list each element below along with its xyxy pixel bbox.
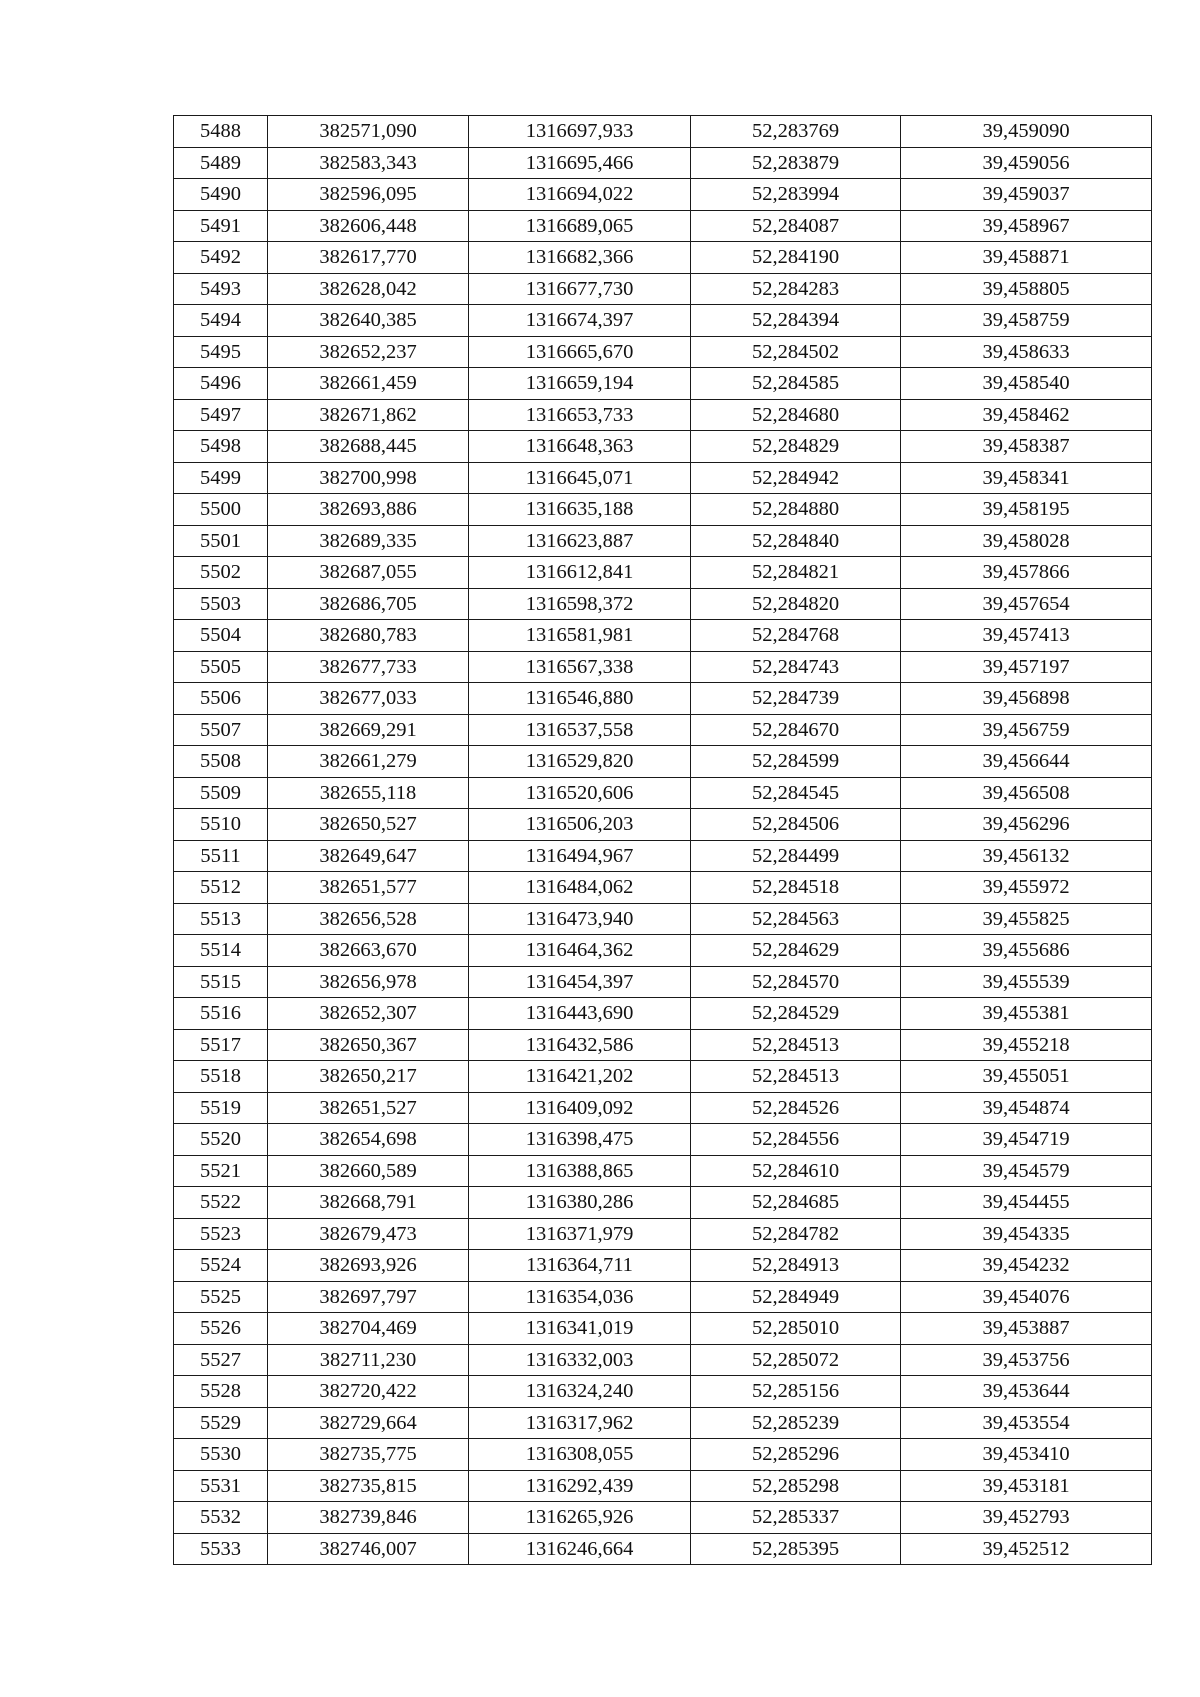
latitude-cell: 52,284502 <box>691 336 901 368</box>
point-number-cell: 5514 <box>174 935 268 967</box>
x-coordinate-cell: 382679,473 <box>268 1218 469 1250</box>
latitude-cell: 52,284680 <box>691 399 901 431</box>
point-number-cell: 5532 <box>174 1502 268 1534</box>
x-coordinate-cell: 382654,698 <box>268 1124 469 1156</box>
table-row <box>174 998 1152 1030</box>
latitude-cell: 52,285239 <box>691 1407 901 1439</box>
point-number-cell: 5494 <box>174 305 268 337</box>
x-coordinate-cell: 382746,007 <box>268 1533 469 1565</box>
x-coordinate-cell: 382735,815 <box>268 1470 469 1502</box>
x-coordinate-cell: 382693,926 <box>268 1250 469 1282</box>
longitude-cell: 39,459090 <box>901 116 1152 148</box>
point-number-cell: 5530 <box>174 1439 268 1471</box>
x-coordinate-cell: 382661,279 <box>268 746 469 778</box>
latitude-cell: 52,284821 <box>691 557 901 589</box>
x-coordinate-cell: 382660,589 <box>268 1155 469 1187</box>
table-row <box>174 1061 1152 1093</box>
table-row <box>174 588 1152 620</box>
point-number-cell: 5512 <box>174 872 268 904</box>
table-row <box>174 305 1152 337</box>
point-number-cell: 5501 <box>174 525 268 557</box>
latitude-cell: 52,284570 <box>691 966 901 998</box>
x-coordinate-cell: 382729,664 <box>268 1407 469 1439</box>
longitude-cell: 39,453554 <box>901 1407 1152 1439</box>
x-coordinate-cell: 382668,791 <box>268 1187 469 1219</box>
x-coordinate-cell: 382571,090 <box>268 116 469 148</box>
latitude-cell: 52,284545 <box>691 777 901 809</box>
point-number-cell: 5519 <box>174 1092 268 1124</box>
table-row <box>174 651 1152 683</box>
table-row <box>174 525 1152 557</box>
table-row <box>174 1439 1152 1471</box>
longitude-cell: 39,455539 <box>901 966 1152 998</box>
longitude-cell: 39,456759 <box>901 714 1152 746</box>
longitude-cell: 39,454579 <box>901 1155 1152 1187</box>
y-coordinate-cell: 1316332,003 <box>469 1344 691 1376</box>
latitude-cell: 52,284563 <box>691 903 901 935</box>
table-row <box>174 336 1152 368</box>
point-number-cell: 5500 <box>174 494 268 526</box>
latitude-cell: 52,284829 <box>691 431 901 463</box>
longitude-cell: 39,458195 <box>901 494 1152 526</box>
point-number-cell: 5492 <box>174 242 268 274</box>
table-row <box>174 1029 1152 1061</box>
point-number-cell: 5525 <box>174 1281 268 1313</box>
table-row <box>174 1470 1152 1502</box>
y-coordinate-cell: 1316697,933 <box>469 116 691 148</box>
latitude-cell: 52,285156 <box>691 1376 901 1408</box>
x-coordinate-cell: 382650,217 <box>268 1061 469 1093</box>
table-row <box>174 620 1152 652</box>
y-coordinate-cell: 1316380,286 <box>469 1187 691 1219</box>
x-coordinate-cell: 382656,978 <box>268 966 469 998</box>
x-coordinate-cell: 382687,055 <box>268 557 469 589</box>
table-row <box>174 872 1152 904</box>
point-number-cell: 5516 <box>174 998 268 1030</box>
latitude-cell: 52,284670 <box>691 714 901 746</box>
coordinates-table <box>173 115 1152 1565</box>
point-number-cell: 5490 <box>174 179 268 211</box>
latitude-cell: 52,283769 <box>691 116 901 148</box>
latitude-cell: 52,283994 <box>691 179 901 211</box>
latitude-cell: 52,284820 <box>691 588 901 620</box>
latitude-cell: 52,284283 <box>691 273 901 305</box>
longitude-cell: 39,458540 <box>901 368 1152 400</box>
x-coordinate-cell: 382650,367 <box>268 1029 469 1061</box>
point-number-cell: 5527 <box>174 1344 268 1376</box>
y-coordinate-cell: 1316246,664 <box>469 1533 691 1565</box>
y-coordinate-cell: 1316677,730 <box>469 273 691 305</box>
y-coordinate-cell: 1316653,733 <box>469 399 691 431</box>
x-coordinate-cell: 382583,343 <box>268 147 469 179</box>
table-row <box>174 683 1152 715</box>
latitude-cell: 52,284513 <box>691 1061 901 1093</box>
latitude-cell: 52,284840 <box>691 525 901 557</box>
longitude-cell: 39,459056 <box>901 147 1152 179</box>
longitude-cell: 39,452793 <box>901 1502 1152 1534</box>
point-number-cell: 5498 <box>174 431 268 463</box>
latitude-cell: 52,285072 <box>691 1344 901 1376</box>
longitude-cell: 39,454874 <box>901 1092 1152 1124</box>
y-coordinate-cell: 1316317,962 <box>469 1407 691 1439</box>
longitude-cell: 39,457654 <box>901 588 1152 620</box>
latitude-cell: 52,284394 <box>691 305 901 337</box>
latitude-cell: 52,284526 <box>691 1092 901 1124</box>
point-number-cell: 5504 <box>174 620 268 652</box>
x-coordinate-cell: 382735,775 <box>268 1439 469 1471</box>
coordinates-table-body <box>174 116 1152 1565</box>
longitude-cell: 39,457197 <box>901 651 1152 683</box>
longitude-cell: 39,455972 <box>901 872 1152 904</box>
y-coordinate-cell: 1316464,362 <box>469 935 691 967</box>
latitude-cell: 52,284585 <box>691 368 901 400</box>
latitude-cell: 52,284782 <box>691 1218 901 1250</box>
longitude-cell: 39,458028 <box>901 525 1152 557</box>
y-coordinate-cell: 1316674,397 <box>469 305 691 337</box>
longitude-cell: 39,453756 <box>901 1344 1152 1376</box>
latitude-cell: 52,284513 <box>691 1029 901 1061</box>
y-coordinate-cell: 1316546,880 <box>469 683 691 715</box>
longitude-cell: 39,456132 <box>901 840 1152 872</box>
longitude-cell: 39,458805 <box>901 273 1152 305</box>
table-row <box>174 494 1152 526</box>
y-coordinate-cell: 1316529,820 <box>469 746 691 778</box>
point-number-cell: 5529 <box>174 1407 268 1439</box>
point-number-cell: 5511 <box>174 840 268 872</box>
point-number-cell: 5517 <box>174 1029 268 1061</box>
point-number-cell: 5528 <box>174 1376 268 1408</box>
table-row <box>174 1155 1152 1187</box>
longitude-cell: 39,455381 <box>901 998 1152 1030</box>
longitude-cell: 39,454335 <box>901 1218 1152 1250</box>
x-coordinate-cell: 382628,042 <box>268 273 469 305</box>
latitude-cell: 52,285298 <box>691 1470 901 1502</box>
y-coordinate-cell: 1316537,558 <box>469 714 691 746</box>
longitude-cell: 39,458462 <box>901 399 1152 431</box>
x-coordinate-cell: 382671,862 <box>268 399 469 431</box>
y-coordinate-cell: 1316612,841 <box>469 557 691 589</box>
point-number-cell: 5503 <box>174 588 268 620</box>
point-number-cell: 5499 <box>174 462 268 494</box>
table-row <box>174 273 1152 305</box>
longitude-cell: 39,456644 <box>901 746 1152 778</box>
y-coordinate-cell: 1316308,055 <box>469 1439 691 1471</box>
point-number-cell: 5509 <box>174 777 268 809</box>
y-coordinate-cell: 1316648,363 <box>469 431 691 463</box>
table-row <box>174 1281 1152 1313</box>
x-coordinate-cell: 382640,385 <box>268 305 469 337</box>
y-coordinate-cell: 1316694,022 <box>469 179 691 211</box>
longitude-cell: 39,455825 <box>901 903 1152 935</box>
y-coordinate-cell: 1316635,188 <box>469 494 691 526</box>
y-coordinate-cell: 1316506,203 <box>469 809 691 841</box>
point-number-cell: 5533 <box>174 1533 268 1565</box>
x-coordinate-cell: 382649,647 <box>268 840 469 872</box>
latitude-cell: 52,284599 <box>691 746 901 778</box>
longitude-cell: 39,458387 <box>901 431 1152 463</box>
table-row <box>174 1124 1152 1156</box>
table-row <box>174 431 1152 463</box>
x-coordinate-cell: 382651,527 <box>268 1092 469 1124</box>
latitude-cell: 52,284880 <box>691 494 901 526</box>
table-row <box>174 557 1152 589</box>
point-number-cell: 5524 <box>174 1250 268 1282</box>
longitude-cell: 39,456296 <box>901 809 1152 841</box>
table-row <box>174 1376 1152 1408</box>
x-coordinate-cell: 382720,422 <box>268 1376 469 1408</box>
y-coordinate-cell: 1316473,940 <box>469 903 691 935</box>
latitude-cell: 52,284506 <box>691 809 901 841</box>
latitude-cell: 52,285010 <box>691 1313 901 1345</box>
latitude-cell: 52,284739 <box>691 683 901 715</box>
latitude-cell: 52,284529 <box>691 998 901 1030</box>
point-number-cell: 5496 <box>174 368 268 400</box>
table-row <box>174 399 1152 431</box>
latitude-cell: 52,284518 <box>691 872 901 904</box>
longitude-cell: 39,458759 <box>901 305 1152 337</box>
x-coordinate-cell: 382617,770 <box>268 242 469 274</box>
longitude-cell: 39,458871 <box>901 242 1152 274</box>
y-coordinate-cell: 1316341,019 <box>469 1313 691 1345</box>
point-number-cell: 5523 <box>174 1218 268 1250</box>
longitude-cell: 39,454719 <box>901 1124 1152 1156</box>
x-coordinate-cell: 382661,459 <box>268 368 469 400</box>
y-coordinate-cell: 1316371,979 <box>469 1218 691 1250</box>
longitude-cell: 39,455686 <box>901 935 1152 967</box>
table-row <box>174 1218 1152 1250</box>
latitude-cell: 52,284685 <box>691 1187 901 1219</box>
latitude-cell: 52,284556 <box>691 1124 901 1156</box>
y-coordinate-cell: 1316421,202 <box>469 1061 691 1093</box>
table-row <box>174 1533 1152 1565</box>
point-number-cell: 5488 <box>174 116 268 148</box>
latitude-cell: 52,284087 <box>691 210 901 242</box>
y-coordinate-cell: 1316454,397 <box>469 966 691 998</box>
point-number-cell: 5513 <box>174 903 268 935</box>
longitude-cell: 39,458967 <box>901 210 1152 242</box>
point-number-cell: 5506 <box>174 683 268 715</box>
y-coordinate-cell: 1316520,606 <box>469 777 691 809</box>
longitude-cell: 39,457413 <box>901 620 1152 652</box>
latitude-cell: 52,285395 <box>691 1533 901 1565</box>
x-coordinate-cell: 382669,291 <box>268 714 469 746</box>
longitude-cell: 39,459037 <box>901 179 1152 211</box>
y-coordinate-cell: 1316598,372 <box>469 588 691 620</box>
x-coordinate-cell: 382656,528 <box>268 903 469 935</box>
point-number-cell: 5515 <box>174 966 268 998</box>
table-row <box>174 777 1152 809</box>
y-coordinate-cell: 1316494,967 <box>469 840 691 872</box>
longitude-cell: 39,453644 <box>901 1376 1152 1408</box>
table-row <box>174 1407 1152 1439</box>
point-number-cell: 5521 <box>174 1155 268 1187</box>
table-row <box>174 714 1152 746</box>
point-number-cell: 5520 <box>174 1124 268 1156</box>
y-coordinate-cell: 1316645,071 <box>469 462 691 494</box>
latitude-cell: 52,283879 <box>691 147 901 179</box>
table-row <box>174 1502 1152 1534</box>
latitude-cell: 52,284768 <box>691 620 901 652</box>
y-coordinate-cell: 1316659,194 <box>469 368 691 400</box>
longitude-cell: 39,453410 <box>901 1439 1152 1471</box>
longitude-cell: 39,455218 <box>901 1029 1152 1061</box>
x-coordinate-cell: 382677,733 <box>268 651 469 683</box>
latitude-cell: 52,285337 <box>691 1502 901 1534</box>
x-coordinate-cell: 382650,527 <box>268 809 469 841</box>
y-coordinate-cell: 1316292,439 <box>469 1470 691 1502</box>
y-coordinate-cell: 1316443,690 <box>469 998 691 1030</box>
latitude-cell: 52,284629 <box>691 935 901 967</box>
longitude-cell: 39,453887 <box>901 1313 1152 1345</box>
table-row <box>174 746 1152 778</box>
point-number-cell: 5531 <box>174 1470 268 1502</box>
latitude-cell: 52,284190 <box>691 242 901 274</box>
point-number-cell: 5510 <box>174 809 268 841</box>
table-row <box>174 368 1152 400</box>
table-row <box>174 903 1152 935</box>
point-number-cell: 5491 <box>174 210 268 242</box>
longitude-cell: 39,456508 <box>901 777 1152 809</box>
table-row <box>174 1344 1152 1376</box>
y-coordinate-cell: 1316695,466 <box>469 147 691 179</box>
table-row <box>174 210 1152 242</box>
table-row <box>174 809 1152 841</box>
x-coordinate-cell: 382693,886 <box>268 494 469 526</box>
point-number-cell: 5497 <box>174 399 268 431</box>
table-row <box>174 1250 1152 1282</box>
point-number-cell: 5508 <box>174 746 268 778</box>
point-number-cell: 5505 <box>174 651 268 683</box>
y-coordinate-cell: 1316409,092 <box>469 1092 691 1124</box>
x-coordinate-cell: 382680,783 <box>268 620 469 652</box>
y-coordinate-cell: 1316682,366 <box>469 242 691 274</box>
longitude-cell: 39,458633 <box>901 336 1152 368</box>
latitude-cell: 52,285296 <box>691 1439 901 1471</box>
y-coordinate-cell: 1316623,887 <box>469 525 691 557</box>
point-number-cell: 5507 <box>174 714 268 746</box>
x-coordinate-cell: 382652,307 <box>268 998 469 1030</box>
longitude-cell: 39,454455 <box>901 1187 1152 1219</box>
x-coordinate-cell: 382677,033 <box>268 683 469 715</box>
table-row <box>174 462 1152 494</box>
table-row <box>174 1187 1152 1219</box>
table-row <box>174 242 1152 274</box>
y-coordinate-cell: 1316265,926 <box>469 1502 691 1534</box>
x-coordinate-cell: 382606,448 <box>268 210 469 242</box>
longitude-cell: 39,458341 <box>901 462 1152 494</box>
point-number-cell: 5489 <box>174 147 268 179</box>
y-coordinate-cell: 1316364,711 <box>469 1250 691 1282</box>
y-coordinate-cell: 1316354,036 <box>469 1281 691 1313</box>
table-row <box>174 179 1152 211</box>
x-coordinate-cell: 382689,335 <box>268 525 469 557</box>
latitude-cell: 52,284743 <box>691 651 901 683</box>
x-coordinate-cell: 382596,095 <box>268 179 469 211</box>
longitude-cell: 39,454076 <box>901 1281 1152 1313</box>
y-coordinate-cell: 1316388,865 <box>469 1155 691 1187</box>
point-number-cell: 5493 <box>174 273 268 305</box>
latitude-cell: 52,284610 <box>691 1155 901 1187</box>
x-coordinate-cell: 382711,230 <box>268 1344 469 1376</box>
x-coordinate-cell: 382652,237 <box>268 336 469 368</box>
x-coordinate-cell: 382655,118 <box>268 777 469 809</box>
y-coordinate-cell: 1316432,586 <box>469 1029 691 1061</box>
longitude-cell: 39,455051 <box>901 1061 1152 1093</box>
y-coordinate-cell: 1316665,670 <box>469 336 691 368</box>
longitude-cell: 39,456898 <box>901 683 1152 715</box>
longitude-cell: 39,457866 <box>901 557 1152 589</box>
longitude-cell: 39,452512 <box>901 1533 1152 1565</box>
latitude-cell: 52,284942 <box>691 462 901 494</box>
longitude-cell: 39,454232 <box>901 1250 1152 1282</box>
point-number-cell: 5495 <box>174 336 268 368</box>
y-coordinate-cell: 1316581,981 <box>469 620 691 652</box>
x-coordinate-cell: 382704,469 <box>268 1313 469 1345</box>
point-number-cell: 5502 <box>174 557 268 589</box>
y-coordinate-cell: 1316324,240 <box>469 1376 691 1408</box>
y-coordinate-cell: 1316398,475 <box>469 1124 691 1156</box>
latitude-cell: 52,284949 <box>691 1281 901 1313</box>
latitude-cell: 52,284499 <box>691 840 901 872</box>
point-number-cell: 5522 <box>174 1187 268 1219</box>
table-row <box>174 966 1152 998</box>
x-coordinate-cell: 382700,998 <box>268 462 469 494</box>
table-row <box>174 840 1152 872</box>
table-row <box>174 1313 1152 1345</box>
longitude-cell: 39,453181 <box>901 1470 1152 1502</box>
y-coordinate-cell: 1316567,338 <box>469 651 691 683</box>
table-row <box>174 147 1152 179</box>
y-coordinate-cell: 1316689,065 <box>469 210 691 242</box>
x-coordinate-cell: 382688,445 <box>268 431 469 463</box>
y-coordinate-cell: 1316484,062 <box>469 872 691 904</box>
x-coordinate-cell: 382686,705 <box>268 588 469 620</box>
table-row <box>174 935 1152 967</box>
point-number-cell: 5526 <box>174 1313 268 1345</box>
x-coordinate-cell: 382697,797 <box>268 1281 469 1313</box>
x-coordinate-cell: 382663,670 <box>268 935 469 967</box>
point-number-cell: 5518 <box>174 1061 268 1093</box>
latitude-cell: 52,284913 <box>691 1250 901 1282</box>
x-coordinate-cell: 382651,577 <box>268 872 469 904</box>
table-row <box>174 1092 1152 1124</box>
table-row <box>174 116 1152 148</box>
x-coordinate-cell: 382739,846 <box>268 1502 469 1534</box>
